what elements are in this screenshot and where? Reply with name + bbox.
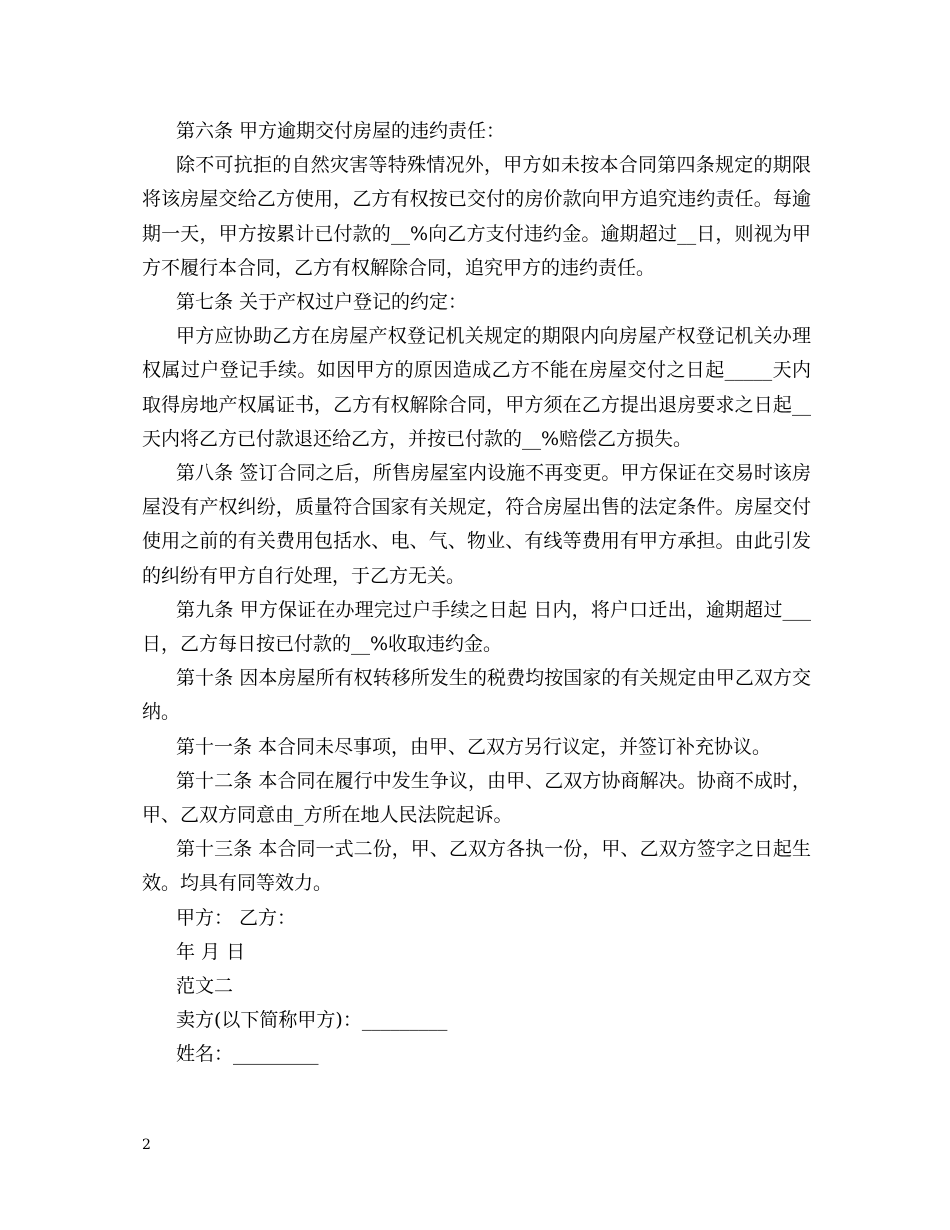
sample-two-title: 范文二 (176, 975, 234, 998)
seller-line: 卖方(以下简称甲方)：_________ (176, 1009, 448, 1032)
article-12: 第十二条 本合同在履行中发生争议，由甲、乙双方协商解决。协商不成时，甲、乙双方同意由_方所在地人民法院起诉。 (142, 769, 811, 827)
article-6-heading: 第六条 甲方逾期交付房屋的违约责任： (176, 120, 506, 142)
article-13: 第十三条 本合同一式二份，甲、乙双方各执一份，甲、乙双方签字之日起生效。均具有同等效力。 (142, 838, 811, 895)
article-9: 第九条 甲方保证在办理完过户手续之日起 日内，将户口迁出，逾期超过___日，乙方每日按已付款的__%收取违约金。 (142, 598, 811, 656)
name-line: 姓名：_________ (176, 1043, 319, 1066)
article-6-body: 除不可抗拒的自然灾害等特殊情况外，甲方如未按本合同第四条规定的期限将该房屋交给乙方使用，乙方有权按已交付的房价款向甲方追究违约责任。每逾期一天，甲方按累计已付款的__%向乙方支付违约金。逾期超过__日，则视为甲方不履行本合同，乙方有权解除合同，追究甲方的违约责任。 (142, 154, 811, 279)
article-7-heading: 第七条 关于产权过户登记的约定： (176, 291, 468, 314)
article-8: 第八条 签订合同之后，所售房屋室内设施不再变更。甲方保证在交易时该房屋没有产权纠纷，质量符合国家有关规定，符合房屋出售的法定条件。房屋交付使用之前的有关费用包括水、电、气、物业、有线等费用有甲方承担。由此引发的纠纷有甲方自行处理，于乙方无关。 (142, 462, 811, 587)
article-10: 第十条 因本房屋所有权转移所发生的税费均按国家的有关规定由甲乙双方交纳。 (142, 667, 811, 724)
signature-parties: 甲方： 乙方： (176, 906, 297, 929)
article-11: 第十一条 本合同未尽事项，由甲、乙双方另行议定，并签订补充协议。 (176, 735, 772, 758)
document-body (142, 114, 811, 1072)
article-7-body: 甲方应协助乙方在房屋产权登记机关规定的期限内向房屋产权登记机关办理权属过户登记手续。如因甲方的原因造成乙方不能在房屋交付之日起_____天内取得房地产权属证书，乙方有权解除合同，甲方须在乙方提出退房要求之日起__天内将乙方已付款退还给乙方，并按已付款的__%赔偿乙方损失。 (142, 325, 811, 450)
signature-date: 年 月 日 (176, 940, 246, 963)
page-number: 2 (142, 1137, 151, 1153)
